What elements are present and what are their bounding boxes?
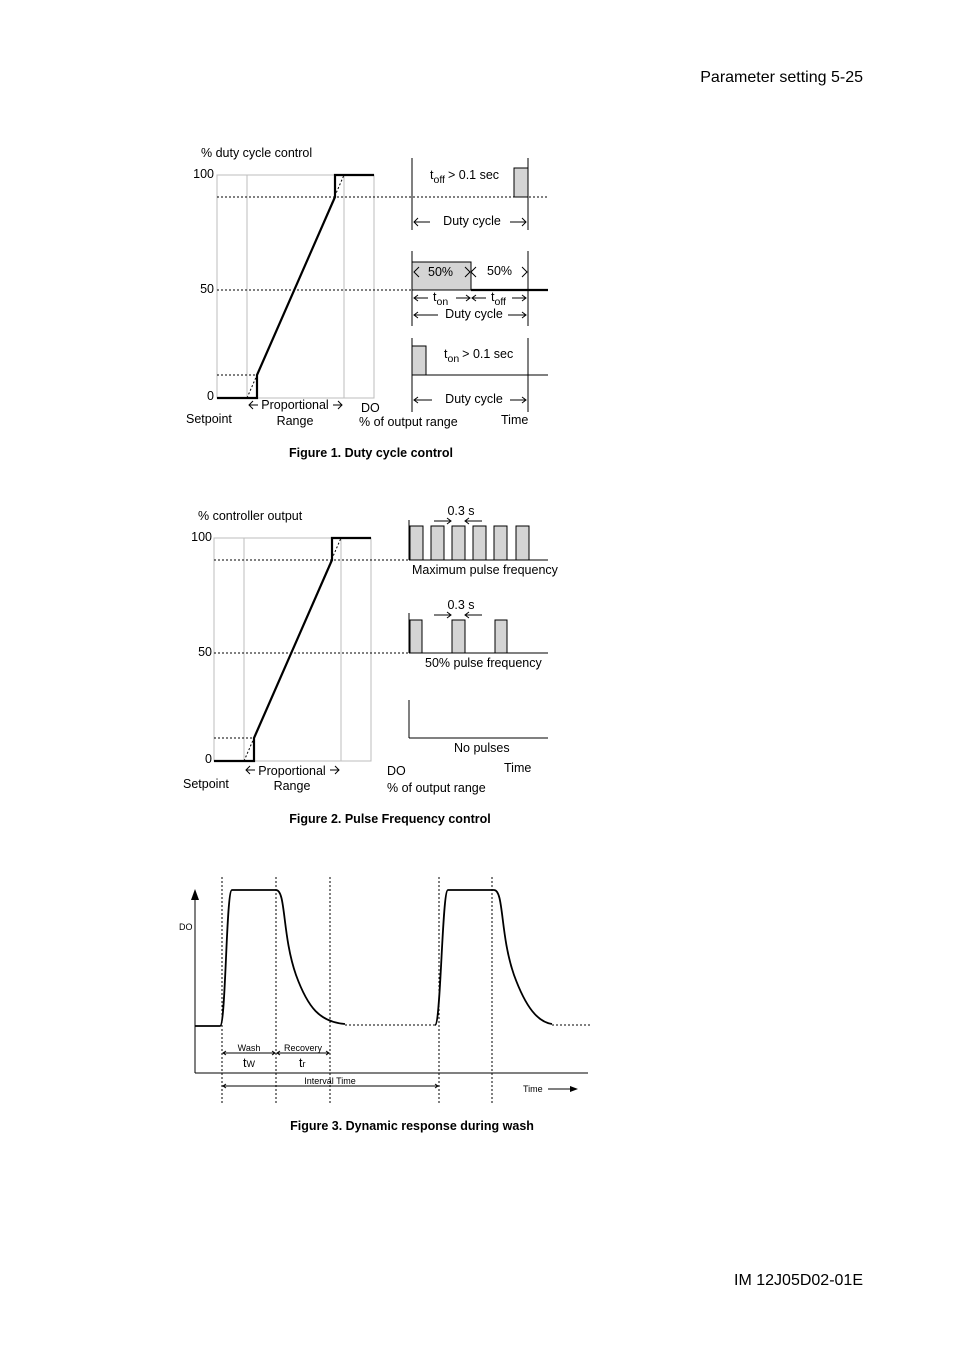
fig1-do-label: DO <box>361 401 380 415</box>
fig2-do-label: DO <box>387 764 406 778</box>
fig2-control-curve <box>214 538 371 761</box>
fig1-tick-50: 50 <box>200 282 214 296</box>
fig1-bottom-duty-label: Duty cycle <box>445 392 503 406</box>
figure-2-pulse-frequency-control <box>0 500 954 835</box>
fig1-tick-100: 100 <box>193 167 214 181</box>
fig2-caption: Figure 2. Pulse Frequency control <box>289 812 491 826</box>
fig2-proportional-label: Proportional <box>258 764 326 778</box>
fig1-pct-left: 50% <box>428 265 454 279</box>
page-footer: IM 12J05D02-01E <box>734 1272 863 1289</box>
fig2-half-pulses <box>410 620 507 653</box>
fig1-toff-label: $t_{off}$ <box>491 290 506 308</box>
fig3-recovery-label: Recovery <box>283 1043 323 1053</box>
fig2-range-label: Range <box>273 779 311 793</box>
fig2-max-interval-arrows <box>434 518 482 524</box>
fig2-setpoint-label: Setpoint <box>183 777 229 791</box>
figure-1-duty-cycle-control <box>0 140 954 470</box>
fig1-bottom-pulse <box>412 346 426 375</box>
fig2-y-axis-title: % controller output <box>198 509 303 523</box>
fig1-toff-note: $t_{off} > 0.1$ sec <box>430 168 500 186</box>
fig3-response-curve-1 <box>195 890 345 1026</box>
fig1-ton-label: $t_{on}$ <box>433 290 449 308</box>
fig3-y-axis-arrowhead <box>191 889 199 900</box>
fig2-tick-0: 0 <box>205 752 212 766</box>
fig1-control-curve <box>217 175 374 398</box>
fig2-half-pulse-label: 50% pulse frequency <box>425 656 542 670</box>
fig1-y-axis-title: % duty cycle control <box>201 146 313 160</box>
figure-3-dynamic-response-during-wash <box>0 870 954 1140</box>
fig3-time-arrow <box>548 1086 578 1092</box>
fig1-pct-right: 50% <box>487 264 513 278</box>
fig2-max-interval-label: 0.3 s <box>447 504 475 518</box>
fig3-tr-label: tr <box>299 1056 306 1070</box>
fig2-no-pulses-label: No pulses <box>454 741 510 755</box>
fig3-tw-label: tW <box>243 1056 255 1070</box>
fig1-time-label: Time <box>501 413 529 427</box>
fig1-top-duty-label: Duty cycle <box>443 214 501 228</box>
fig3-dashed-markers <box>222 877 492 1105</box>
fig1-tick-0: 0 <box>207 389 214 403</box>
fig3-y-label: DO <box>179 922 193 932</box>
fig3-wash-label: Wash <box>237 1043 261 1053</box>
fig3-time-label: Time <box>523 1084 543 1094</box>
fig2-tick-50: 50 <box>198 645 212 659</box>
fig1-ton-note: $t_{on} > 0.1$ sec <box>444 347 514 365</box>
fig2-half-interval-label: 0.3 s <box>447 598 475 612</box>
fig3-interval-label: Interval Time <box>304 1076 356 1086</box>
fig1-caption: Figure 1. Duty cycle control <box>289 446 453 460</box>
fig2-max-pulse-label: Maximum pulse frequency <box>412 563 558 577</box>
fig2-tick-100: 100 <box>191 530 212 544</box>
fig2-max-pulses <box>410 526 529 560</box>
fig3-caption: Figure 3. Dynamic response during wash <box>290 1119 534 1133</box>
fig2-output-range-label: % of output range <box>387 781 486 795</box>
fig2-time-label: Time <box>504 761 532 775</box>
fig1-mid-duty-label: Duty cycle <box>445 307 503 321</box>
fig1-ton-toff-arrows <box>414 295 526 301</box>
fig2-half-interval-arrows <box>434 612 482 618</box>
fig1-proportional-label: Proportional <box>261 398 329 412</box>
fig1-top-pulse <box>514 168 528 197</box>
fig1-setpoint-label: Setpoint <box>186 412 232 426</box>
page-header: Parameter setting 5-25 <box>700 69 863 86</box>
fig1-output-range-label: % of output range <box>359 415 458 429</box>
fig3-response-curve-2 <box>435 890 552 1025</box>
fig1-range-label: Range <box>276 414 314 428</box>
